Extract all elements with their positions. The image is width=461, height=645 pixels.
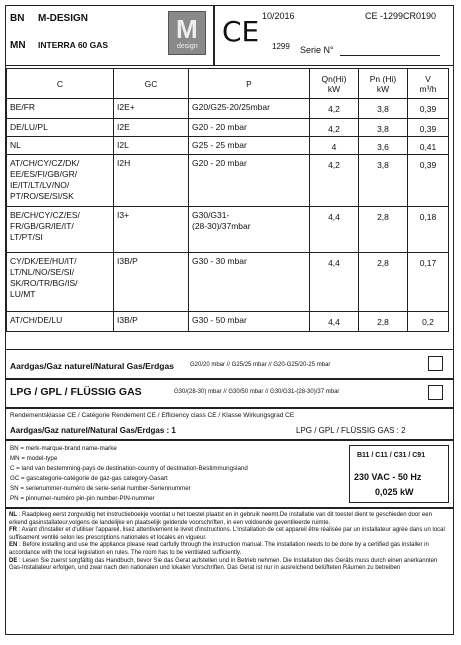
cell-gas-category: I2E+	[114, 99, 189, 119]
cell-qn: 4,2	[310, 155, 359, 207]
cell-volume: 0,39	[408, 155, 449, 207]
cell-gas-category: I3B/P	[114, 253, 189, 312]
cell-qn: 4	[310, 137, 359, 155]
spec-table	[6, 68, 449, 332]
cell-pressure: G20 - 20 mbar	[189, 119, 310, 137]
legend-item: C = land van bestemming-pays de destination-country of destination-Bestimmungsland	[10, 465, 248, 472]
natural-gas-pressures: G20/20 mbar // G25/25 mbar // G20-G25/20-25 mbar	[190, 362, 331, 368]
cell-pn: 3,8	[359, 99, 408, 119]
cell-pressure: G25 - 25 mbar	[189, 137, 310, 155]
cell-country: NL	[7, 137, 114, 155]
ratings-voltage: 230 VAC - 50 Hz	[354, 472, 422, 482]
cell-pn: 2,8	[359, 253, 408, 312]
cell-pressure: G20/G25-20/25mbar	[189, 99, 310, 119]
lpg-pressures: G30/(28-30) mbar // G30/50 mbar // G30/G31-(28-30)/37 mbar	[174, 389, 340, 395]
note-nl: NL : Raadpleeg eerst zorgvuldig het instructieboekje voordat u het toestel plaatst en in gebruik neemt.De installatie van dit toestel dient te geschieden door een erkend gasinstallateur,volgens de landelijke en plaatselijk geldende voorschriften, in een voldoende geventileerde ruimte.	[9, 512, 432, 526]
note-text: Raadpleeg eerst zorgvuldig het instructieboekje voordat u het toestel plaatst en in gebruik neemt.De installatie van dit toestel dient te geschieden door een erkend gasinstallateur,volgens de landelijke en plaatselijk geldende voorschriften, in een voldoende geventileerde ruimte.	[9, 512, 432, 526]
table-row	[7, 253, 449, 312]
note-language: EN	[9, 542, 18, 549]
table-row	[7, 119, 449, 137]
lpg-label: LPG / GPL / FLÜSSIG GAS	[10, 386, 142, 398]
col-v: V m³/h	[408, 69, 449, 99]
notes-list	[9, 512, 449, 573]
cell-country: BE/FR	[7, 99, 114, 119]
efficiency-heading: Rendementsklasse CE / Catégorie Rendement CE / Efficiency class CE / Klasse Wirkungsgrad CE	[10, 412, 295, 419]
cell-pressure: G30/G31- (28-30)/37mbar	[189, 207, 310, 253]
note-de: DE : Lesen Sie zuerst sorgfältig das Handbuch, bevor Sie das Gerat aufstellen und in Betrieb nehmen. Die Installation des Geräts muss durch einen anerkannten Gas-Installateur erfolgen, und zwar nach den nationalen und lokalen Vorschriften. Das Gerat ist nur in ausreichend belüfteten Räumen zu betreiben	[9, 557, 438, 572]
table-row	[7, 137, 449, 155]
col-qn: Qn(Hi) kW	[310, 69, 359, 99]
note-language: DE	[9, 557, 18, 564]
table-row	[7, 99, 449, 119]
cell-pn: 2,8	[359, 312, 408, 332]
cell-gas-category: I3+	[114, 207, 189, 253]
note-text: Before installing and use the appliance please read carfully through the instruction manual. The installation needs to be done by a certified gas installer in accordance with the local legislation en rules. The room has to be ventilated sufficiently.	[9, 542, 429, 556]
design-logo	[168, 11, 206, 55]
note-text: Lesen Sie zuerst sorgfältig das Handbuch, bevor Sie das Gerat aufstellen und in Betrieb nehmen. Die Installation des Geräts muss durch einen anerkannten Gas-Installateur erfolgen, und zwar nach den nationalen und lokalen Vorschriften. Das Gerat ist nur in ausreichend belüfteten Räumen zu betreiben	[9, 557, 438, 572]
cell-pn: 3,8	[359, 119, 408, 137]
col-gc: GC	[114, 69, 189, 99]
legend-item: SN = serienummer-numéro de serie-serial number-Seriennummer	[10, 485, 191, 492]
ce-mark: CE	[222, 15, 260, 48]
table-row	[7, 155, 449, 207]
bn-label: BN	[10, 13, 25, 24]
note-language: NL	[9, 512, 17, 518]
cell-country: AT/CH/DE/LU	[7, 312, 114, 332]
cell-qn: 4,2	[310, 99, 359, 119]
col-pn: Pn (Hi) kW	[359, 69, 408, 99]
note-text: Avant d'installer et d'utiliser l'appareil, lisez attentivement le livret d'instructions. L'installation de cet appareil être réalisée par un installateur agrée dans un local suffisament ventilé selon les prescriptions nationales et locales en vigueur.	[9, 527, 445, 541]
bn-value: M-DESIGN	[38, 13, 88, 24]
mn-value: INTERRA 60 GAS	[38, 40, 109, 50]
lpg-checkbox[interactable]	[428, 385, 443, 400]
note-fr: FR : Avant d'installer et d'utiliser l'appareil, lisez attentivement le livret d'instructions. L'installation de cet appareil être réalisée par un installateur agrée dans un local suffisament ventilé selon les prescriptions nationales et locales en vigueur.	[9, 527, 445, 541]
cell-pressure: G30 - 30 mbar	[189, 253, 310, 312]
col-c: C	[7, 69, 114, 99]
logo-letter: M	[176, 14, 198, 44]
cell-country: AT/CH/CY/CZ/DK/ EE/ES/FI/GB/GR/ IE/IT/LT/LV/NO/ PT/RO/SE/SI/SK	[7, 155, 114, 207]
col-p: P	[189, 69, 310, 99]
cell-volume: 0,2	[408, 312, 449, 332]
cell-pn: 3,6	[359, 137, 408, 155]
table-row	[7, 312, 449, 332]
ce-year: 10/2016	[262, 11, 295, 21]
cell-volume: 0,39	[408, 99, 449, 119]
table-header-row	[7, 69, 449, 99]
cell-country: DE/LU/PL	[7, 119, 114, 137]
cell-qn: 4,2	[310, 119, 359, 137]
ce-certificate: CE -1299CR0190	[365, 11, 437, 21]
cell-pn: 3,8	[359, 155, 408, 207]
cell-country: CY/DK/EE/HU/IT/ LT/NL/NO/SE/SI/ SK/RO/TR/BG/IS/ LU/MT	[7, 253, 114, 312]
serie-line	[340, 55, 440, 56]
cell-gas-category: I3B/P	[114, 312, 189, 332]
cell-volume: 0,41	[408, 137, 449, 155]
table-row	[7, 207, 449, 253]
cell-gas-category: I2E	[114, 119, 189, 137]
efficiency-lpg: LPG / GPL / FLÜSSIG GAS : 2	[296, 426, 406, 435]
cell-country: BE/CH/CY/CZ/ES/ FR/GB/GR/IE/IT/ LT/PT/SI	[7, 207, 114, 253]
legend-item: PN = pinnumer-numéro pin-pin number-PIN-nummer	[10, 495, 155, 502]
cell-volume: 0,18	[408, 207, 449, 253]
mn-label: MN	[10, 40, 26, 51]
cell-gas-category: I2H	[114, 155, 189, 207]
efficiency-natural: Aardgas/Gaz naturel/Natural Gas/Erdgas : 1	[10, 426, 176, 435]
legend-list	[10, 444, 335, 504]
cell-qn: 4,4	[310, 312, 359, 332]
natural-gas-checkbox[interactable]	[428, 356, 443, 371]
ratings-types: B11 / C11 / C31 / C91	[357, 452, 426, 459]
cell-volume: 0,17	[408, 253, 449, 312]
cell-gas-category: I2L	[114, 137, 189, 155]
legend-item: MN = model-type	[10, 455, 58, 462]
note-en: EN : Before installing and use the appliance please read carfully through the instruction manual. The installation needs to be done by a certified gas installer in accordance with the local legislation en rules. The room has to be ventilated sufficiently.	[9, 542, 429, 556]
note-language: FR	[9, 527, 17, 534]
ratings-power: 0,025 kW	[375, 487, 414, 497]
serie-label: Serie N°	[300, 45, 334, 55]
cell-qn: 4,4	[310, 253, 359, 312]
cell-pressure: G30 - 50 mbar	[189, 312, 310, 332]
legend-item: BN = merk-marque-brand name-marke	[10, 445, 117, 452]
natural-gas-label: Aardgas/Gaz naturel/Natural Gas/Erdgas	[10, 361, 174, 371]
cell-qn: 4,4	[310, 207, 359, 253]
cell-pressure: G20 - 20 mbar	[189, 155, 310, 207]
cell-pn: 2,8	[359, 207, 408, 253]
logo-word: design	[177, 43, 198, 50]
cell-volume: 0,39	[408, 119, 449, 137]
ce-code: 1299	[272, 42, 290, 51]
legend-item: GC = gascategorie-catégorie de gaz-gas category-Gasart	[10, 475, 168, 482]
